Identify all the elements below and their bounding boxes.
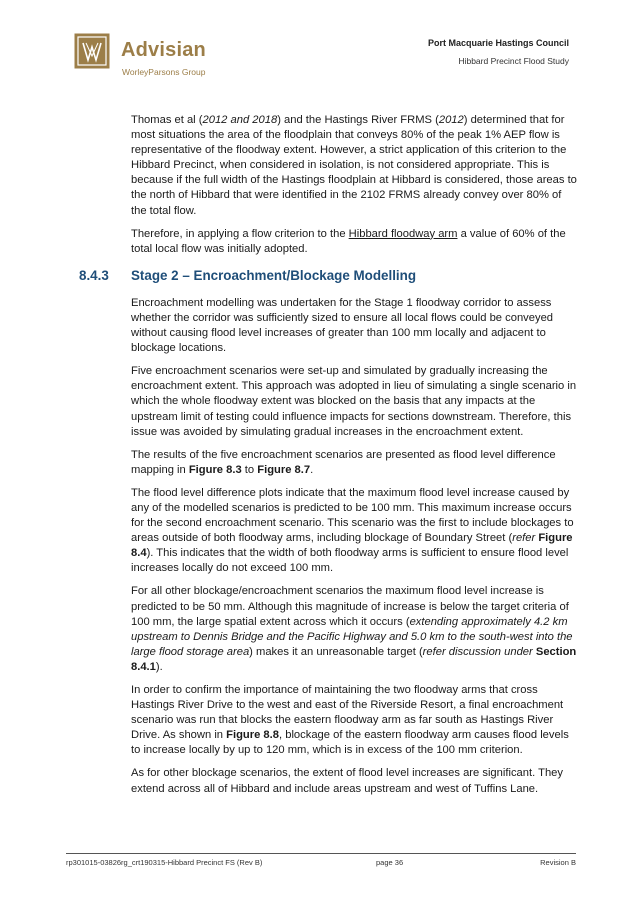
text: The results of the five encroachment scenarios are presented as flood level difference mapping in [131,448,556,476]
italic-text: refer discussion under [422,645,536,658]
text: ) determined that for most situations the area of the floodplain that conveys 80% of the peak 1% AEP flow is representative of the floodway extent. However, a strict application of this criterion to the Hibbard Precinct, when considered in isolation, is not considered appropriate. This is because if the full width of the Hastings floodplain at Hibbard is considered, those areas to the north of Hibbard that were identified in the 2102 FRMS already convey over 80% of the total flow. [131,114,577,217]
text: For all other blockage/encroachment scenarios the maximum flood level increase is predicted to be 50 mm. Although this magnitude of increase is below the target criteria of 100 mm, the large spatial extent across which it occurs ( [131,585,569,628]
paragraph-floodway-criterion [131,113,577,219]
italic-text: refer [512,532,539,545]
text: a value of 60% of the total local flow was initially adopted. [131,227,566,255]
paragraph-difference-plots [131,486,577,577]
text: ) makes it an unreasonable target ( [249,645,423,658]
figure-reference: Figure 8.4 [131,532,573,560]
company-logo [74,33,214,83]
text: . [310,463,314,476]
text: , blockage of the eastern floodway arm causes flood levels to increase locally by up to 120 mm, which is in excess of the 100 mm criterion. [131,729,569,757]
logo-subtitle: WorleyParsons Group [122,67,206,77]
text: Thomas et al ( [131,114,203,126]
section-reference: Section 8.4.1 [131,645,577,673]
section-title: Stage 2 – Encroachment/Blockage Modelling [131,267,416,283]
client-name: Port Macquarie Hastings Council [427,38,569,48]
footer-divider [66,853,576,854]
text: The flood level difference plots indicate that the maximum flood level increase caused by any of the modelled scenarios is predicted to be 100 mm. This maximum increase occurs for the second encroachment scenario. This scenario was the first to include blockages to areas outside of both floodway arms, including blockage of Boundary Street ( [131,486,574,545]
study-title: Hibbard Precinct Flood Study [458,56,569,66]
text: Therefore, in applying a flow criterion to the [131,227,349,240]
paragraph-results [131,448,577,478]
paragraph-final-scenario [131,683,577,758]
paragraph-other-scenarios [131,584,577,675]
italic-text: extending approximately 4.2 km upstream to Dennis Bridge and the Pacific Highway and 5.0 km to the south-west into the large flood storage area [131,615,573,658]
figure-reference: Figure 8.7 [257,463,311,476]
citation-years: 2012 and 2018 [202,114,278,126]
paragraph-encroachment-intro: Encroachment modelling was undertaken for the Stage 1 floodway corridor to assess whether the corridor was sufficiently sized to ensure all local flows could be conveyed without causing flood level increases of greater than 100 mm locally and adjacent to blockage locations. [131,296,554,355]
paragraph-flow-criterion [131,227,577,257]
footer-page-number: page 36 [376,858,404,867]
text: ). This indicates that the width of both floodway arms is sufficient to ensure flood level increases locally do not exceed 100 mm. [131,547,569,575]
figure-reference: Figure 8.8 [226,729,279,742]
text: In order to confirm the importance of maintaining the two floodway arms that cross Hastings River Drive to the west and east of the Riverside Resort, a final encroachment scenario was run that blocks the eastern floodway arm as far south as Hastings River Drive. As shown in [131,684,564,742]
section-number: 8.4.3 [79,267,109,283]
paragraph-extent: As for other blockage scenarios, the extent of flood level increases are significant. They extend across all of Hibbard and include areas upstream and west of Tuffins Lane. [131,767,563,795]
advisian-logo-icon [74,33,110,69]
text: ). [155,660,163,673]
document-body [79,113,577,805]
text: to [241,463,258,476]
text: ) and the Hastings River FRMS ( [277,114,439,126]
paragraph-scenarios: Five encroachment scenarios were set-up and simulated by gradually increasing the encroachment extent. This approach was adopted in lieu of simulating a single scenario in which the whole floodway extent was blocked on the basis that any impacts at the upstream limit of testing could influence impacts for sections downstream. Therefore, this issue was avoided by simulating gradual increases in the encroachment extent. [131,365,577,438]
underlined-term: Hibbard floodway arm [348,227,458,240]
figure-reference: Figure 8.3 [188,463,242,476]
footer-revision: Revision B [540,858,576,867]
citation-year: 2012 [438,114,464,126]
logo-name: Advisian [121,39,206,61]
page-header [428,37,569,67]
footer-doc-reference: rp301015-03826rg_crt190315-Hibbard Precinct FS (Rev B) [66,858,263,867]
section-heading [79,268,577,286]
